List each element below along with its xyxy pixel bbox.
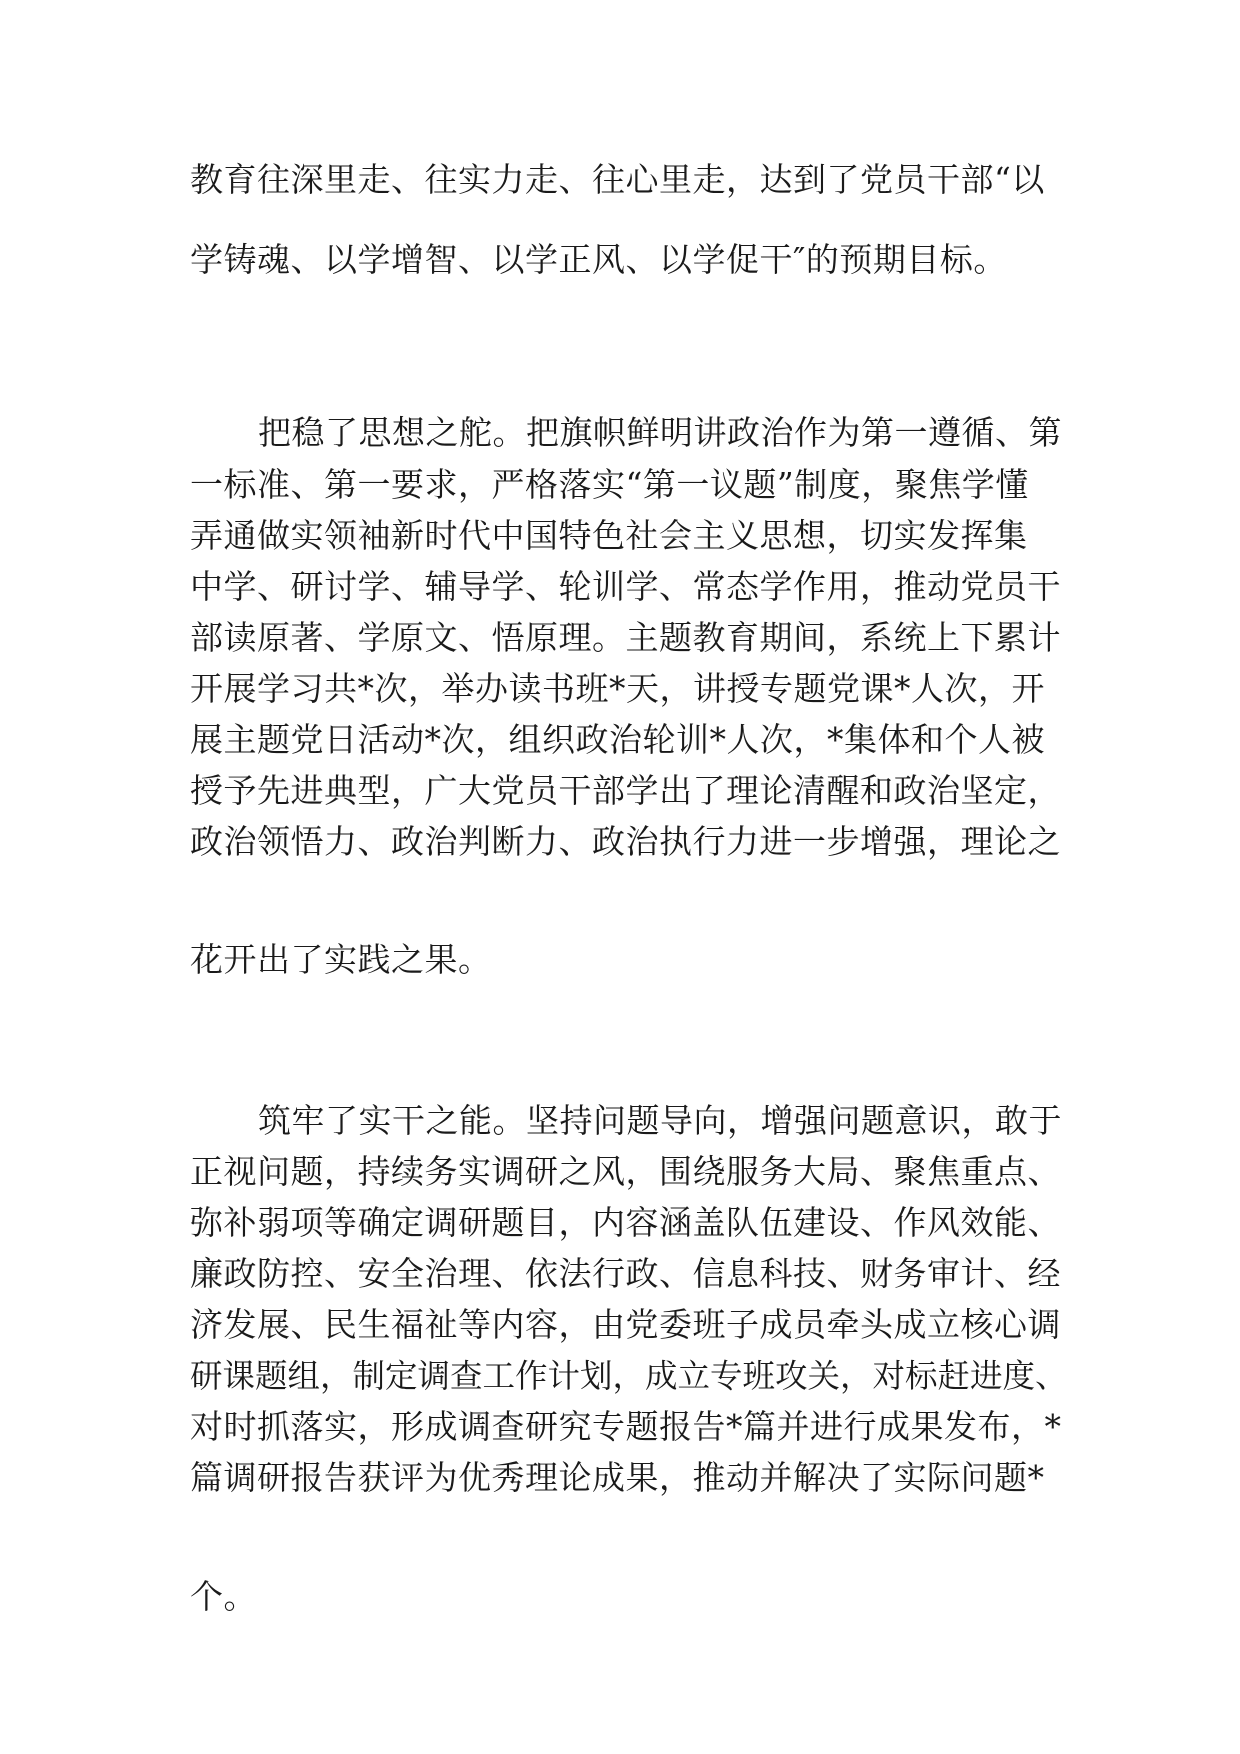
paragraph-line: 花开出了实践之果。 [190,940,492,979]
paragraph-line: 对时抓落实，形成调查研究专题报告*篇并进行成果发布，* [190,1407,1062,1446]
paragraph-line: 开展学习共*次，举办读书班*天，讲授专题党课*人次，开 [190,669,1045,708]
paragraph-line: 弥补弱项等确定调研题目，内容涵盖队伍建设、作风效能、 [190,1203,1061,1242]
paragraph-line: 学铸魂、以学增智、以学正风、以学促干″的预期目标。 [190,240,1007,279]
paragraph-line: 个。 [190,1577,257,1616]
paragraph-line: 展主题党日活动*次，组织政治轮训*人次，*集体和个人被 [190,720,1045,759]
paragraph-line: 弄通做实领袖新时代中国特色社会主义思想，切实发挥集 [190,516,1028,555]
paragraph-line: 济发展、民生福祉等内容，由党委班子成员牵头成立核心调 [190,1305,1061,1344]
paragraph-line: 把稳了思想之舵。把旗帜鲜明讲政治作为第一遵循、第 [258,413,1062,452]
paragraph-line: 筑牢了实干之能。坚持问题导向，增强问题意识，敢于 [258,1101,1062,1140]
paragraph-line: 教育往深里走、往实力走、往心里走，达到了党员干部“以 [190,160,1045,199]
paragraph-line: 廉政防控、安全治理、依法行政、信息科技、财务审计、经 [190,1254,1061,1293]
paragraph-line: 篇调研报告获评为优秀理论成果，推动并解决了实际问题* [190,1458,1045,1497]
paragraph-line: 政治领悟力、政治判断力、政治执行力进一步增强，理论之 [190,822,1061,861]
paragraph-line: 中学、研讨学、辅导学、轮训学、常态学作用，推动党员干 [190,567,1061,606]
paragraph-line: 正视问题，持续务实调研之风，围绕服务大局、聚焦重点、 [190,1152,1061,1191]
paragraph-line: 研课题组，制定调查工作计划，成立专班攻关，对标赶进度、 [190,1357,1068,1395]
paragraph-line: 一标准、第一要求，严格落实“第一议题”制度，聚焦学懂 [190,465,1029,504]
paragraph-line: 部读原著、学原文、悟原理。主题教育期间，系统上下累计 [190,618,1061,657]
paragraph-line: 授予先进典型，广大党员干部学出了理论清醒和政治坚定， [190,771,1061,810]
